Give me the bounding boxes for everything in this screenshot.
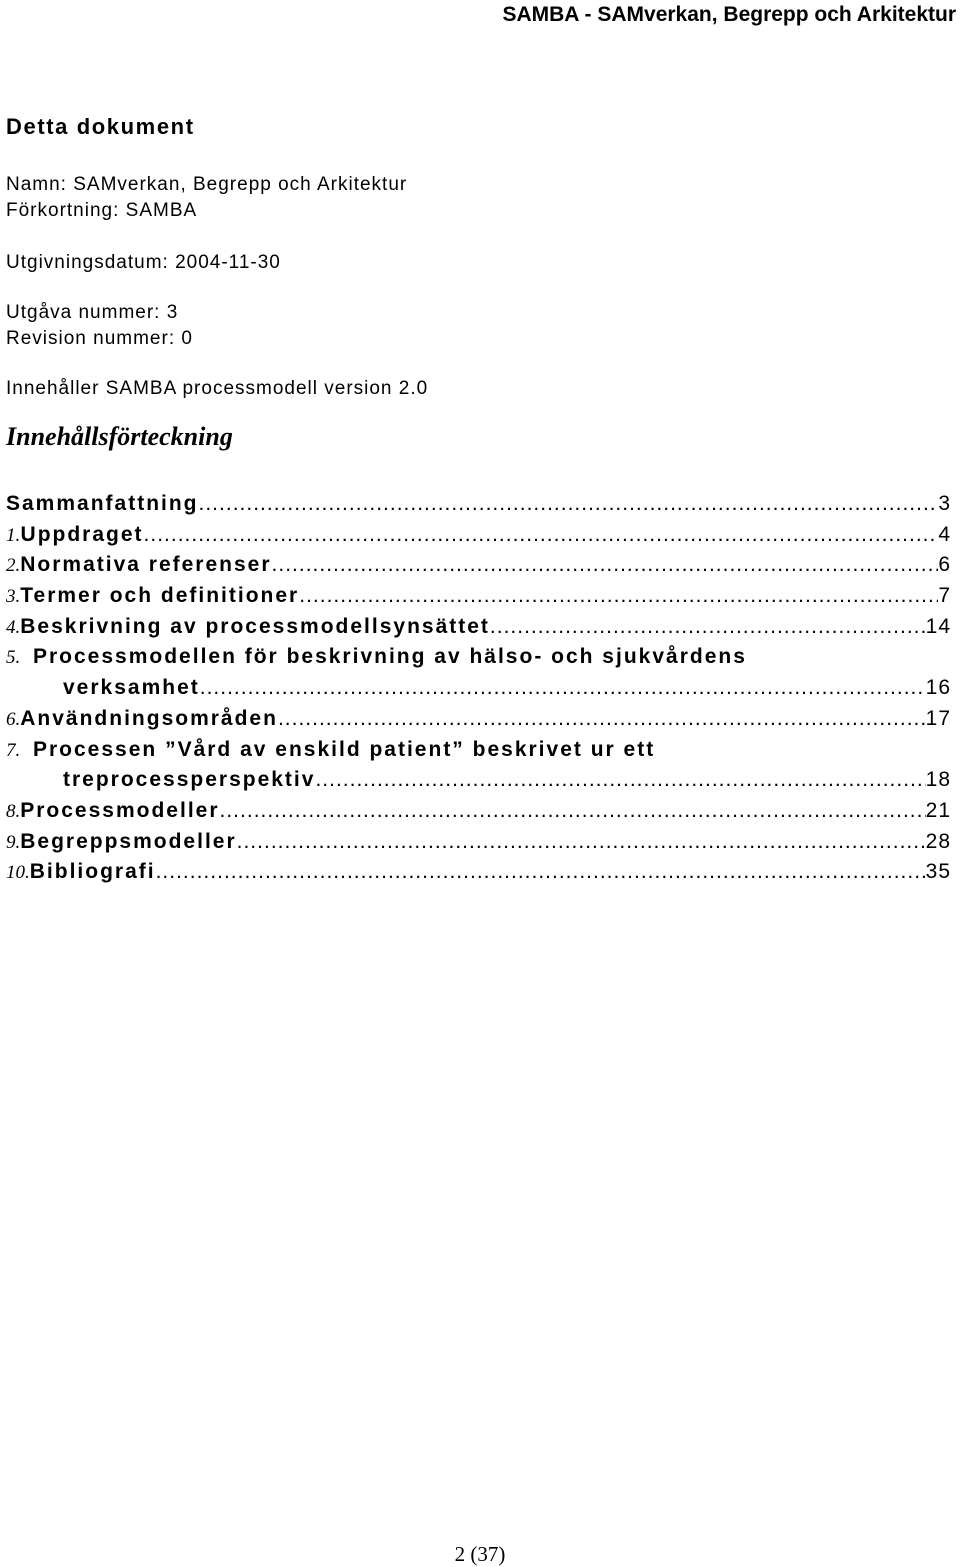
toc-entry[interactable] (6, 857, 951, 888)
toc-entry[interactable] (6, 581, 951, 612)
toc-dot-leader (144, 520, 939, 551)
toc-dot-leader (199, 489, 939, 520)
toc-entry[interactable] (6, 642, 951, 703)
toc-dot-leader (315, 765, 925, 796)
toc-entry-page: 35 (925, 860, 951, 884)
toc-entry-title: Begreppsmodeller (20, 829, 237, 853)
toc-entry[interactable] (6, 489, 951, 520)
toc-entry-title: Sammanfattning (6, 492, 199, 515)
toc-dot-leader (200, 673, 926, 704)
section-heading-detta-dokument: Detta dokument (6, 114, 195, 139)
toc-dot-leader (278, 704, 926, 735)
toc-entry-number: 9. (6, 831, 21, 853)
toc-entry-title: Normativa referenser (20, 553, 272, 577)
toc-entry-number: 1. (6, 524, 21, 546)
toc-entry-page: 14 (925, 614, 951, 638)
toc-entry-title: Processmodeller (20, 798, 220, 822)
toc-entry-page: 7 (938, 584, 951, 608)
toc-entry-page: 3 (938, 492, 951, 515)
toc-entry-title: Uppdraget (20, 522, 144, 546)
toc-entry-title: Termer och definitioner (20, 584, 300, 608)
toc-entry[interactable] (6, 827, 951, 858)
page-number: 2 (37) (454, 1542, 506, 1566)
toc-entry[interactable] (6, 550, 951, 581)
toc-heading: Innehållsförteckning (6, 422, 233, 451)
toc-entry-page: 28 (925, 829, 951, 853)
toc-entry[interactable] (6, 735, 951, 796)
toc-entry-number: 3. (6, 586, 21, 608)
toc-entry-page: 17 (925, 706, 951, 730)
toc-entry[interactable] (6, 796, 951, 827)
toc-entry[interactable] (6, 612, 951, 643)
edition-number: Utgåva nummer: 3 (6, 302, 179, 323)
toc-dot-leader (272, 550, 939, 581)
toc-dot-leader (156, 857, 926, 888)
toc-dot-leader (237, 827, 926, 858)
toc-entry-title: Processen ”Vård av enskild patient” beskrivet ur ett (33, 737, 656, 761)
toc-entry-title: Användningsområden (20, 706, 278, 730)
toc-entry-page: 21 (925, 798, 951, 822)
toc-entry-number: 10. (6, 862, 30, 884)
toc-entry-number: 2. (6, 555, 21, 577)
toc-dot-leader (220, 796, 926, 827)
contains-note: Innehåller SAMBA processmodell version 2.0 (6, 378, 429, 399)
toc-entry-title-continued: verksamhet (63, 676, 200, 700)
toc-entry-title: Processmodellen för beskrivning av hälso- och sjukvårdens (33, 645, 747, 669)
toc-entry-page: 18 (925, 768, 951, 792)
toc-entry-number: 7. (6, 739, 21, 761)
toc-entry-number: 6. (6, 708, 21, 730)
toc-entry-title-continued: treprocessperspektiv (63, 768, 316, 792)
release-date: Utgivningsdatum: 2004-11-30 (6, 252, 281, 273)
revision-number: Revision nummer: 0 (6, 328, 193, 349)
toc-entry-title: Bibliografi (29, 860, 156, 884)
toc-entry[interactable] (6, 520, 951, 551)
toc-entry-page: 16 (925, 676, 951, 700)
running-header: SAMBA - SAMverkan, Begrepp och Arkitektur (502, 3, 956, 26)
toc-entry-number: 4. (6, 616, 21, 638)
toc-entry-number: 5. (6, 647, 21, 669)
toc-entry-page: 6 (938, 553, 951, 577)
toc-entry-title: Beskrivning av processmodellsynsättet (20, 614, 490, 638)
toc-entry-number: 8. (6, 800, 21, 822)
document-name: Namn: SAMverkan, Begrepp och Arkitektur (6, 174, 408, 195)
toc-dot-leader (490, 612, 926, 643)
table-of-contents (6, 489, 951, 888)
document-abbreviation: Förkortning: SAMBA (6, 200, 198, 221)
toc-entry-page: 4 (938, 522, 951, 546)
toc-dot-leader (299, 581, 938, 612)
toc-entry[interactable] (6, 704, 951, 735)
